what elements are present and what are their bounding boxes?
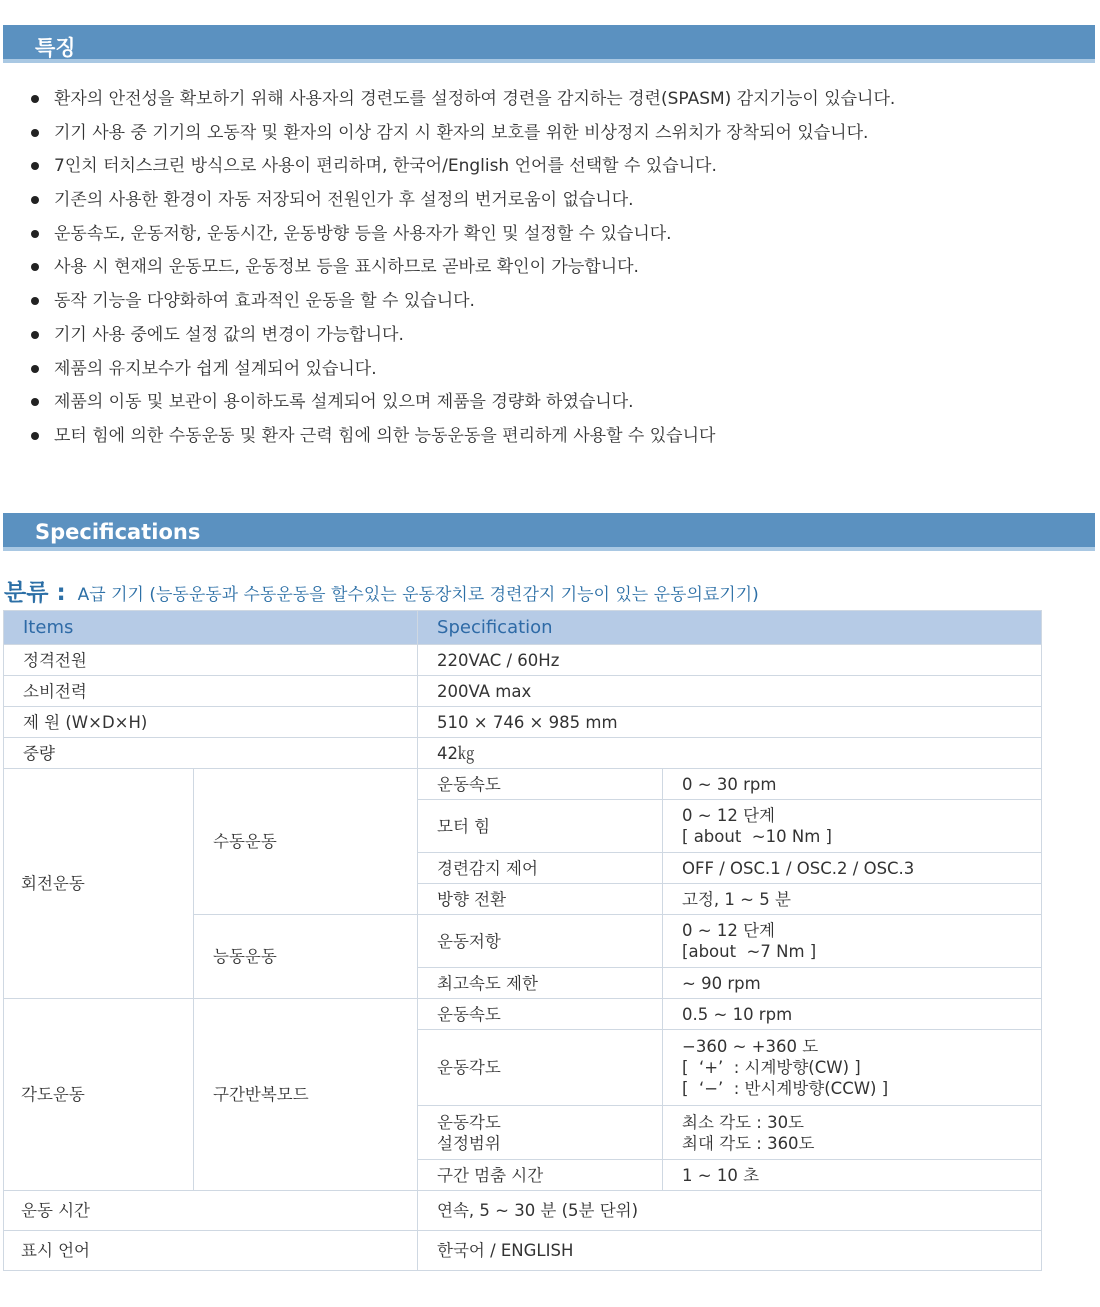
value-line: 최대 각도 : 360도 xyxy=(682,1133,815,1153)
value-line: [ ‘+’ : 시계방향(CW) ] xyxy=(682,1058,861,1077)
param-value xyxy=(663,1106,1042,1160)
param-value: 0 ~ 30 rpm xyxy=(663,769,1042,800)
subgroup-label-active: 능동운동 xyxy=(194,915,418,999)
row-label-dimensions: 제 원 (W×D×H) xyxy=(4,707,418,738)
row-label-rated-power: 정격전원 xyxy=(4,645,418,676)
table-row xyxy=(4,676,1042,707)
specifications-header-bar xyxy=(3,513,1095,551)
group-label-angle: 각도운동 xyxy=(4,999,194,1191)
value-line: [ ‘−’ : 반시계방향(CCW) ] xyxy=(682,1079,889,1098)
table-row xyxy=(4,1231,1042,1271)
specifications-title: Specifications xyxy=(35,520,201,544)
subgroup-label-passive: 수동운동 xyxy=(194,769,418,915)
table-row xyxy=(4,1191,1042,1231)
feature-item: 환자의 안전성을 확보하기 위해 사용자의 경련도를 설정하여 경련을 감지하는 경련(SPASM) 감지기능이 있습니다. xyxy=(30,86,895,120)
classification-label: 분류 xyxy=(4,580,49,606)
param-label: 방향 전환 xyxy=(418,884,663,915)
table-header-row xyxy=(4,611,1042,645)
feature-item: 제품의 이동 및 보관이 용이하도록 설계되어 있으며 제품을 경량화 하였습니다. xyxy=(30,389,895,423)
feature-list xyxy=(30,86,895,457)
param-label: 운동각도 xyxy=(418,1030,663,1106)
header-specification: Specification xyxy=(418,611,1042,645)
feature-item: 제품의 유지보수가 쉽게 설계되어 있습니다. xyxy=(30,356,895,390)
param-value: 1 ~ 10 초 xyxy=(663,1160,1042,1191)
value-line: 0 ~ 12 단계 xyxy=(682,806,775,825)
param-value: OFF / OSC.1 / OSC.2 / OSC.3 xyxy=(663,853,1042,884)
value-line: [ about ~10 Nm ] xyxy=(682,827,832,846)
param-label: 최고속도 제한 xyxy=(418,968,663,999)
param-value: 0.5 ~ 10 rpm xyxy=(663,999,1042,1030)
param-label xyxy=(418,1106,663,1160)
param-label: 운동저항 xyxy=(418,915,663,968)
value-line: 최소 각도 : 30도 xyxy=(682,1112,804,1132)
param-label: 구간 멈춤 시간 xyxy=(418,1160,663,1191)
classification-colon: : xyxy=(56,580,66,606)
features-header-bar xyxy=(3,25,1095,63)
specifications-table xyxy=(3,610,1042,1271)
row-label-weight: 중량 xyxy=(4,738,418,769)
header-items: Items xyxy=(4,611,418,645)
table-row xyxy=(4,999,1042,1030)
feature-item: 기존의 사용한 환경이 자동 저장되어 전원인가 후 설정의 번거로움이 없습니다. xyxy=(30,187,895,221)
feature-item: 기기 사용 중에도 설정 값의 변경이 가능합니다. xyxy=(30,322,895,356)
classification-line xyxy=(4,574,759,607)
feature-item: 모터 힘에 의한 수동운동 및 환자 근력 힘에 의한 능동운동을 편리하게 사용할 수 있습니다 xyxy=(30,423,895,457)
table-row xyxy=(4,738,1042,769)
label-line: 운동각도 xyxy=(437,1112,501,1132)
row-value-dimensions: 510 × 746 × 985 mm xyxy=(418,707,1042,738)
row-label-display-language: 표시 언어 xyxy=(4,1231,418,1271)
table-row xyxy=(4,707,1042,738)
param-label: 모터 힘 xyxy=(418,800,663,853)
param-label: 운동속도 xyxy=(418,999,663,1030)
subgroup-label-interval-mode: 구간반복모드 xyxy=(194,999,418,1191)
param-value xyxy=(663,800,1042,853)
row-value-power-consumption: 200VA max xyxy=(418,676,1042,707)
table-row xyxy=(4,769,1042,800)
param-label: 경련감지 제어 xyxy=(418,853,663,884)
row-label-power-consumption: 소비전력 xyxy=(4,676,418,707)
classification-text: A급 기기 (능동운동과 수동운동을 할수있는 운동장치로 경련감지 기능이 있는 운동의료기기) xyxy=(77,585,759,605)
row-value-display-language: 한국어 / ENGLISH xyxy=(418,1231,1042,1271)
feature-item: 7인치 터치스크린 방식으로 사용이 편리하며, 한국어/English 언어를 선택할 수 있습니다. xyxy=(30,153,895,187)
param-label: 운동속도 xyxy=(418,769,663,800)
row-value-weight: 42㎏ xyxy=(418,738,1042,769)
feature-item: 동작 기능을 다양화하여 효과적인 운동을 할 수 있습니다. xyxy=(30,288,895,322)
value-line: −360 ~ +360 도 xyxy=(682,1037,819,1056)
label-line: 설정범위 xyxy=(437,1133,501,1153)
param-value: ~ 90 rpm xyxy=(663,968,1042,999)
feature-item: 운동속도, 운동저항, 운동시간, 운동방향 등을 사용자가 확인 및 설정할 수 있습니다. xyxy=(30,221,895,255)
value-line: 0 ~ 12 단계 xyxy=(682,921,775,940)
param-value: 고정, 1 ~ 5 분 xyxy=(663,884,1042,915)
group-label-rotation: 회전운동 xyxy=(4,769,194,999)
feature-item: 사용 시 현재의 운동모드, 운동정보 등을 표시하므로 곧바로 확인이 가능합니다. xyxy=(30,254,895,288)
row-label-exercise-time: 운동 시간 xyxy=(4,1191,418,1231)
value-line: [about ~7 Nm ] xyxy=(682,942,817,961)
row-value-exercise-time: 연속, 5 ~ 30 분 (5분 단위) xyxy=(418,1191,1042,1231)
row-value-rated-power: 220VAC / 60Hz xyxy=(418,645,1042,676)
table-row xyxy=(4,645,1042,676)
features-title: 특징 xyxy=(35,36,76,60)
param-value xyxy=(663,915,1042,968)
param-value xyxy=(663,1030,1042,1106)
feature-item: 기기 사용 중 기기의 오동작 및 환자의 이상 감지 시 환자의 보호를 위한 비상정지 스위치가 장착되어 있습니다. xyxy=(30,120,895,154)
